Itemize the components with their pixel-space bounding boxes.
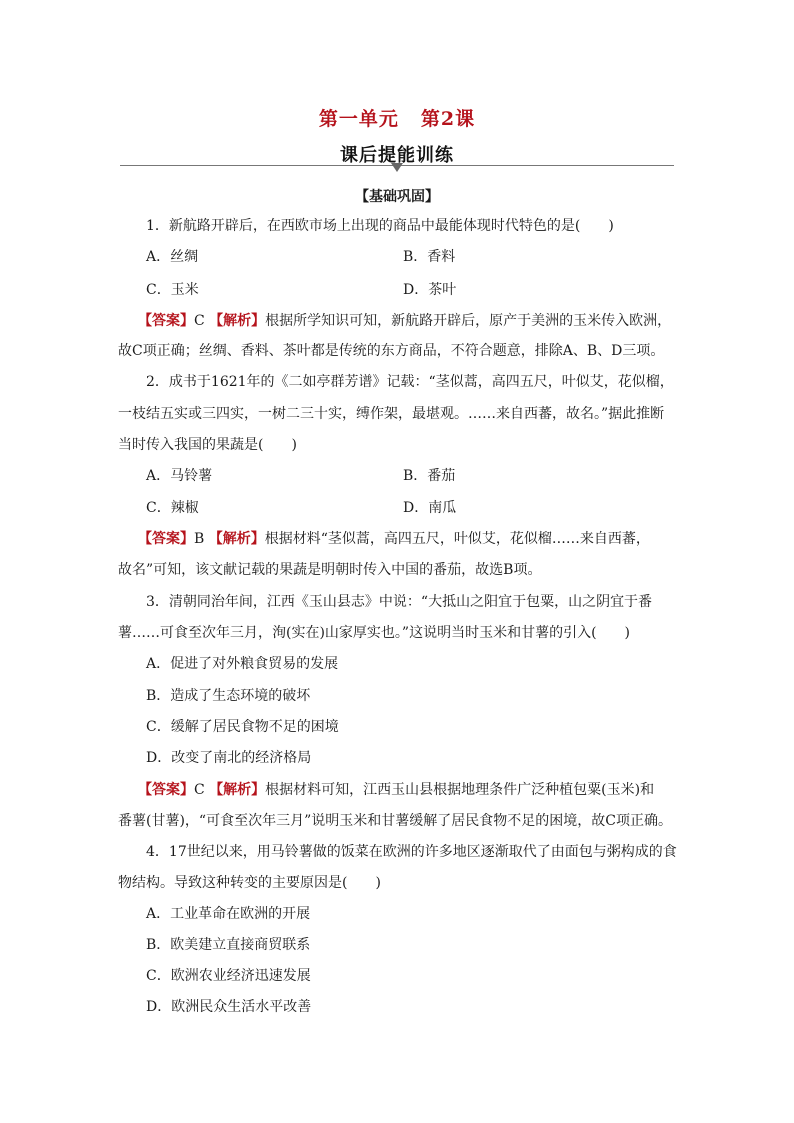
q3-option-b: B．造成了生态环境的破坏 [146, 688, 311, 704]
q1-analysis-cont: 故C项正确；丝绸、香料、茶叶都是传统的东方商品，不符合题意，排除A、B、D三项。 [118, 343, 665, 359]
q2-answer-line [138, 529, 670, 549]
q2-analysis: 根据材料“茎似蒿，高四五尺，叶似艾，花似榴……来自西蕃， [264, 531, 650, 547]
q2-option-a: A．马铃薯 [146, 468, 213, 484]
q3-option-c: C．缓解了居民食物不足的困境 [146, 719, 339, 735]
q1-option-d: D．茶叶 [403, 282, 457, 298]
section-heading: 【基础巩固】 [355, 189, 439, 205]
q4-option-b: B．欧美建立直接商贸联系 [146, 937, 311, 953]
analysis-label: 【解析】 [208, 531, 265, 547]
q2-answer-key: B [194, 531, 205, 547]
q4-stem-1: 4．17世纪以来，用马铃薯做的饭菜在欧洲的许多地区逐渐取代了由面包与粥构成的食 [146, 844, 677, 860]
q2-stem-3: 当时传入我国的果蔬是( ) [118, 437, 297, 453]
answer-label: 【答案】 [138, 782, 194, 798]
q1-option-b: B．香料 [403, 249, 456, 265]
q3-stem-1: 3．清朝同治年间，江西《玉山县志》中说：“大抵山之阳宜于包粟，山之阴宜于番 [146, 594, 653, 610]
q1-option-c: C．玉米 [146, 282, 199, 298]
answer-label: 【答案】 [138, 313, 194, 329]
lesson-title: 第2课 [420, 108, 476, 130]
q3-analysis-cont: 番薯(甘薯)，“可食至次年三月”说明玉米和甘薯缓解了居民食物不足的困境，故C项正确。 [118, 813, 672, 829]
q1-option-a: A．丝绸 [146, 249, 199, 265]
q1-stem: 1．新航路开辟后，在西欧市场上出现的商品中最能体现时代特色的是( ) [146, 218, 614, 234]
analysis-label: 【解析】 [209, 313, 266, 329]
q2-stem-1: 2．成书于1621年的《二如亭群芳谱》记载：“茎似蒿，高四五尺，叶似艾，花似榴， [146, 374, 674, 390]
q2-option-d: D．南瓜 [403, 500, 457, 516]
divider-triangle-icon [391, 163, 403, 172]
q1-answer-key: C [194, 313, 205, 329]
q2-option-b: B．番茄 [403, 468, 456, 484]
q2-analysis-cont: 故名”可知，该文献记载的果蔬是明朝时传入中国的番茄，故选B项。 [118, 562, 542, 578]
q3-stem-2: 薯……可食至次年三月，洵(实在)山家厚实也。”这说明当时玉米和甘薯的引入( ) [118, 625, 631, 641]
q1-answer-line [138, 311, 670, 331]
page-title [0, 104, 794, 131]
q3-analysis: 根据材料可知，江西玉山县根据地理条件广泛种植包粟(玉米)和 [265, 782, 655, 798]
q3-answer-key: C [194, 782, 205, 798]
q3-option-d: D．改变了南北的经济格局 [146, 750, 312, 766]
q2-option-c: C．辣椒 [146, 500, 199, 516]
q3-option-a: A．促进了对外粮食贸易的发展 [146, 656, 339, 672]
answer-label: 【答案】 [138, 531, 194, 547]
q4-stem-2: 物结构。导致这种转变的主要原因是( ) [118, 875, 381, 891]
q4-option-d: D．欧洲民众生活水平改善 [146, 999, 312, 1015]
q4-option-a: A．工业革命在欧洲的开展 [146, 906, 311, 922]
q4-option-c: C．欧洲农业经济迅速发展 [146, 968, 311, 984]
q3-answer-line [138, 780, 670, 800]
unit-title: 第一单元 [318, 108, 399, 130]
q1-analysis: 根据所学知识可知，新航路开辟后，原产于美洲的玉米传入欧洲， [265, 313, 672, 329]
analysis-label: 【解析】 [209, 782, 266, 798]
q2-stem-2: 一枝结五实或三四实，一树二三十实，缚作架，最堪观。……来自西蕃，故名。”据此推断 [118, 406, 665, 422]
page-subtitle: 课后提能训练 [340, 145, 454, 166]
